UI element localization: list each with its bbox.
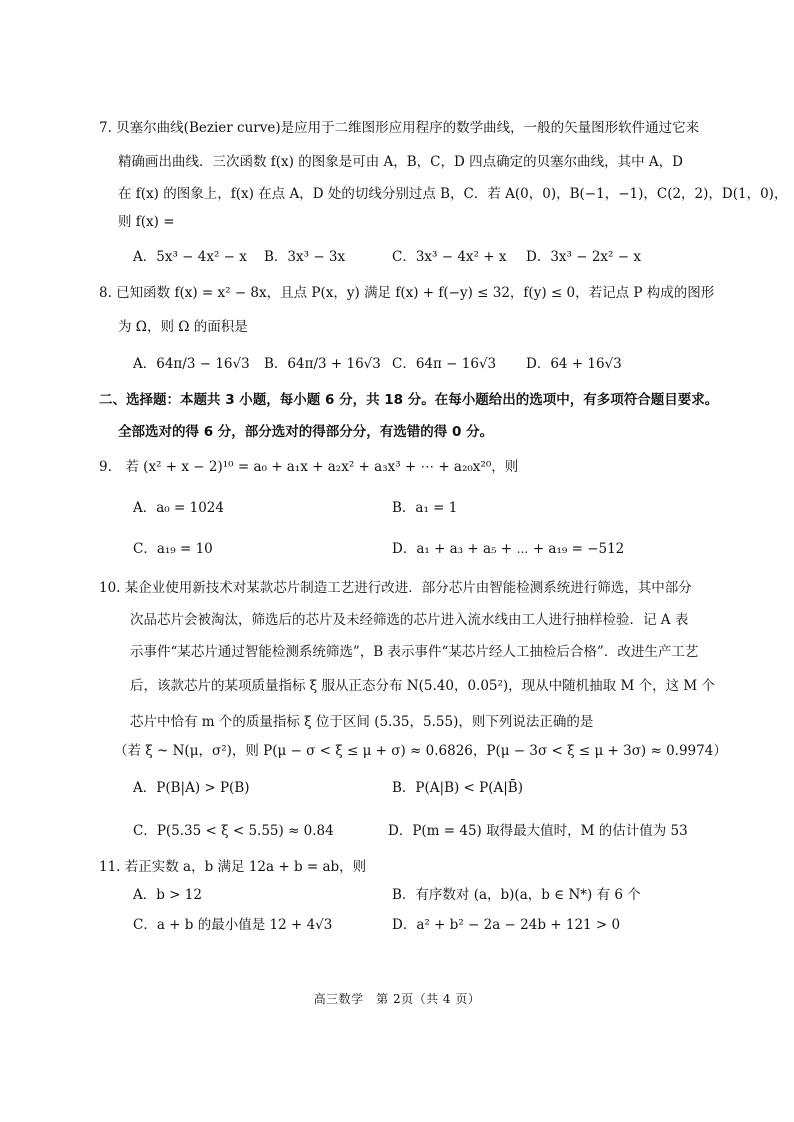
q8-option-c: C．64π − 16√3	[392, 356, 497, 372]
q7-line-3: 在 f(x) 的图象上，f(x) 在点 A，D 处的切线分别过点 B，C．若 A(0，0)，B(−1，−1)，C(2，2)，D(1，0)，	[118, 186, 788, 202]
q7-option-c: C．3x³ − 4x² + x	[392, 249, 507, 265]
q11-stem: 11. 若正实数 a，b 满足 12a + b = ab，则	[99, 859, 367, 875]
q10-option-a: A．P(B|A) > P(B)	[133, 780, 250, 796]
section-2-heading: 二、选择题：本题共 3 小题，每小题 6 分，共 18 分。在每小题给出的选项中，有多项符合题目要求。	[99, 392, 719, 408]
q11-option-d: D．a² + b² − 2a − 24b + 121 > 0	[392, 917, 621, 933]
section-2-instructions: 全部选对的得 6 分，部分选对的得部分分，有选错的得 0 分。	[118, 424, 494, 440]
page-footer: 高三数学 第 2页（共 4 页）	[313, 992, 481, 1006]
q8-line-1: 8. 已知函数 f(x) = x² − 8x，且点 P(x，y) 满足 f(x) + f(−y) ≤ 32，f(y) ≤ 0，若记点 P 构成的图形	[99, 285, 715, 301]
q10-option-c: C．P(5.35 < ξ < 5.55) ≈ 0.84	[133, 823, 334, 839]
q7-line-4: 则 f(x) =	[118, 214, 175, 230]
q7-line-1: 7. 贝塞尔曲线(Bezier curve)是应用于二维图形应用程序的数学曲线，一般的矢量图形软件通过它来	[99, 120, 700, 136]
q8-line-2: 为 Ω，则 Ω 的面积是	[118, 319, 248, 335]
q9-option-d: D．a₁ + a₃ + a₅ + ⋯ + a₁₉ = −512	[392, 541, 625, 557]
q8-option-d: D．64 + 16√3	[526, 356, 622, 372]
q7-option-b: B．3x³ − 3x	[264, 249, 346, 265]
q10-line-1: 10. 某企业使用新技术对某款芯片制造工艺进行改进．部分芯片由智能检测系统进行筛选，其中部分	[99, 580, 692, 596]
q10-option-b: B．P(A|B) < P(A|B̄)	[392, 780, 523, 796]
q10-line-2: 次品芯片会被淘汰，筛选后的芯片及未经筛选的芯片进入流水线由工人进行抽样检验．记 A 表	[130, 612, 689, 628]
q8-option-a: A．64π/3 − 16√3	[133, 356, 250, 372]
q9-option-a: A．a₀ = 1024	[133, 500, 224, 516]
q9-option-b: B．a₁ = 1	[392, 500, 458, 516]
q7-option-d: D．3x³ − 2x² − x	[526, 249, 641, 265]
q11-option-c: C．a + b 的最小值是 12 + 4√3	[133, 917, 333, 933]
q9-option-c: C．a₁₉ = 10	[133, 541, 213, 557]
q11-option-a: A．b > 12	[133, 887, 202, 903]
q9-stem: 9. 若 (x² + x − 2)¹⁰ = a₀ + a₁x + a₂x² + a₃x³ + ⋯ + a₂₀x²⁰，则	[99, 459, 519, 475]
q8-option-b: B．64π/3 + 16√3	[264, 356, 381, 372]
q10-line-6: （若 ξ ~ N(μ，σ²)，则 P(μ − σ < ξ ≤ μ + σ) ≈ 0.6826，P(μ − 3σ < ξ ≤ μ + 3σ) ≈ 0.9974）	[114, 743, 727, 759]
q10-line-4: 后，该款芯片的某项质量指标 ξ 服从正态分布 N(5.40，0.05²)，现从中随机抽取 M 个，这 M 个	[130, 678, 715, 694]
q10-line-5: 芯片中恰有 m 个的质量指标 ξ 位于区间 (5.35，5.55)，则下列说法正确的是	[130, 714, 594, 730]
q7-line-2: 精确画出曲线．三次函数 f(x) 的图象是可由 A，B，C，D 四点确定的贝塞尔曲线，其中 A，D	[118, 154, 683, 170]
q7-option-a: A．5x³ − 4x² − x	[133, 249, 247, 265]
q10-line-3: 示事件“某芯片通过智能检测系统筛选”，B 表示事件“某芯片经人工抽检后合格”．改进生产工艺	[130, 644, 699, 660]
q11-option-b: B．有序数对 (a，b)(a，b ∈ N*) 有 6 个	[392, 887, 641, 903]
q10-option-d: D．P(m = 45) 取得最大值时，M 的估计值为 53	[388, 823, 688, 839]
